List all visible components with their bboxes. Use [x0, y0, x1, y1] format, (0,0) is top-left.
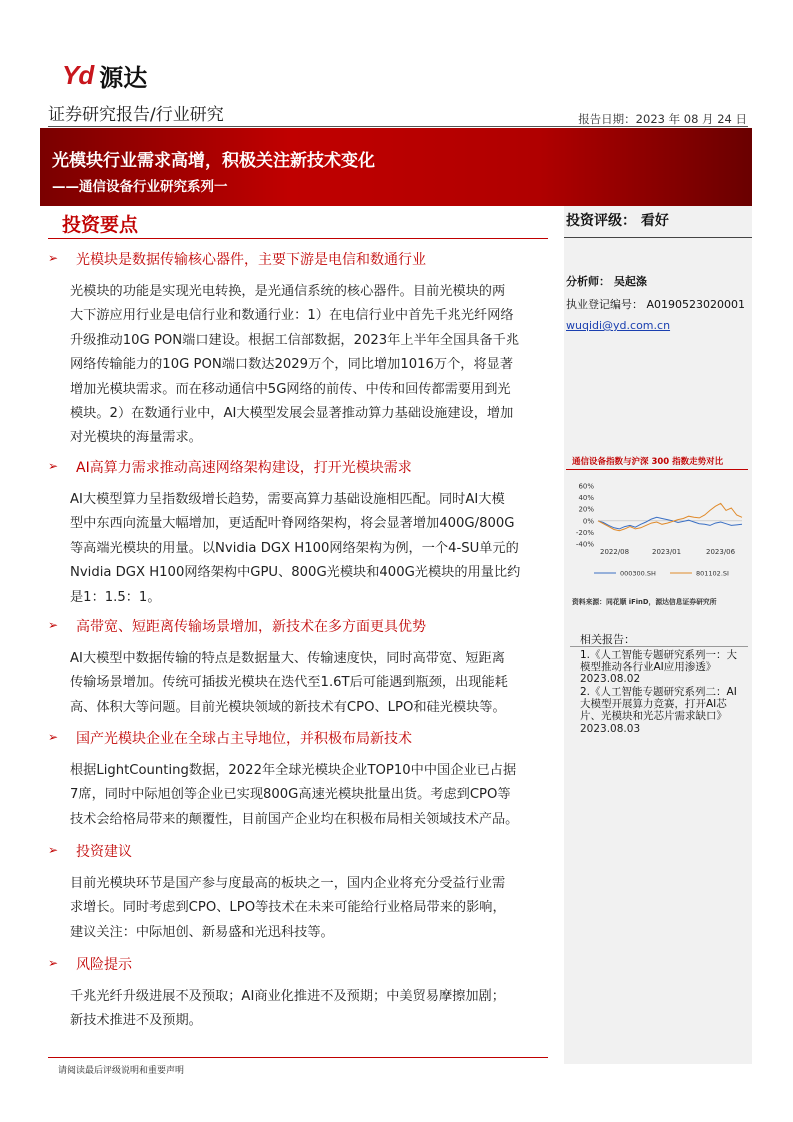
- legend-label: 000300.SH: [620, 569, 656, 578]
- paragraph-line: 千兆光纤升级进展不及预取；AI商业化推进不及预期；中美贸易摩擦加剧；: [70, 989, 505, 1004]
- section-paragraph: [70, 759, 542, 832]
- logo-name: 源达: [99, 64, 148, 92]
- paragraph-line: 新技术推进不及预期。: [70, 1013, 202, 1029]
- logo-mark: Yd: [62, 60, 94, 90]
- arrow-bullet-icon: ➢: [48, 956, 59, 970]
- paragraph-line: 型中东西向流量大幅增加，更适配叶脊网络架构，将会显著增加400G/800G: [70, 516, 515, 532]
- related-report-link[interactable]: [580, 686, 752, 735]
- paragraph-line: 建议关注：中际旭创、新易盛和光迅科技等。: [70, 924, 334, 940]
- y-tick-label: -40%: [575, 540, 594, 549]
- paragraph-line: 升级推动10G PON端口建设。根据工信部数据，2023年上半年全国具备千兆: [70, 332, 520, 348]
- section-heading: [48, 954, 132, 974]
- arrow-bullet-icon: ➢: [48, 730, 59, 744]
- section-heading: [48, 616, 426, 636]
- section-paragraph: [70, 488, 542, 610]
- paragraph-line: 技术会给格局带来的颠覆性，目前国产企业均在积极布局相关领域技术产品。: [70, 811, 519, 827]
- y-tick-label: 40%: [578, 494, 594, 503]
- y-tick-label: 20%: [578, 505, 594, 514]
- section-paragraph: [70, 985, 542, 1034]
- paragraph-line: AI大模型算力呈指数级增长趋势，需要高算力基础设施相匹配。同时AI大模: [70, 492, 505, 507]
- section-paragraph: [70, 647, 542, 720]
- footer-disclaimer: 请阅读最后评级说明和重要声明: [58, 1066, 185, 1076]
- x-tick-label: 2023/06: [706, 548, 736, 556]
- related-report-link[interactable]: [580, 649, 752, 686]
- related-reports-title: 相关报告：: [580, 633, 635, 646]
- paragraph-line: 根据LightCounting数据，2022年全球光模块企业TOP10中中国企业已占据: [70, 763, 517, 778]
- registration-number: 执业登记编号： A0190523020001: [566, 298, 746, 311]
- paragraph-line: 等高端光模块的用量。以Nvidia DGX H100网络架构为例，一个4-SU单元的: [70, 540, 519, 556]
- chart-title: 通信设备指数与沪深 300 指数走势对比: [572, 457, 724, 467]
- report-subtitle: ——通信设备行业研究系列一: [52, 179, 228, 195]
- paragraph-line: 是1：1.5：1。: [70, 589, 161, 605]
- related-report-title-line: 1.《人工智能专题研究系列一：大: [580, 649, 738, 661]
- related-report-title-line: 大模型开展算力竞赛，打开AI芯: [580, 698, 727, 711]
- related-report-title-line: 2.《人工智能专题研究系列二：AI: [580, 686, 737, 698]
- brand-logo: [62, 58, 147, 93]
- section-heading-text: 投资建议: [76, 844, 132, 860]
- section-heading: [48, 841, 132, 861]
- section-title: 投资要点: [62, 214, 139, 236]
- analyst-email-link[interactable]: wuqidi@yd.com.cn: [566, 319, 671, 332]
- y-tick-label: 60%: [578, 482, 594, 491]
- series-line-1: [598, 517, 742, 529]
- related-report-title-line: 片、光模块和光芯片需求缺口》: [580, 710, 727, 723]
- paragraph-line: 模块。2）在数通行业中，AI大模型发展会显著推动算力基础设施建设，增加: [70, 406, 514, 422]
- arrow-bullet-icon: ➢: [48, 251, 59, 265]
- paragraph-line: 大下游应用行业是电信行业和数通行业：1）在电信行业中首先千兆光纤网络: [70, 308, 514, 324]
- section-heading: [48, 728, 412, 748]
- related-reports-divider: [570, 646, 748, 647]
- paragraph-line: AI大模型中数据传输的特点是数据量大、传输速度快，同时高带宽、短距离: [70, 651, 505, 666]
- paragraph-line: 传输场景增加。传统可插拔光模块在迭代至1.6T后可能遇到瓶颈，出现能耗: [70, 675, 508, 691]
- paragraph-line: 求增长。同时考虑到CPO、LPO等技术在未来可能给行业格局带来的影响，: [70, 900, 506, 916]
- paragraph-line: 网络传输能力的10G PON端口数达2029万个，同比增加1016万个，将显著: [70, 357, 514, 373]
- x-tick-label: 2023/01: [652, 548, 682, 556]
- report-date: 报告日期：2023 年 08 月 24 日: [578, 112, 747, 126]
- paragraph-line: 目前光模块环节是国产参与度最高的板块之一，国内企业将充分受益行业需: [70, 876, 506, 891]
- y-tick-label: -20%: [575, 528, 594, 537]
- footer-divider: [48, 1057, 548, 1058]
- analyst-name: 分析师： 吴起涤: [566, 275, 647, 288]
- report-title: 光模块行业需求高增，积极关注新技术变化: [52, 151, 375, 171]
- rating-divider: [564, 237, 752, 238]
- section-heading: [48, 457, 412, 477]
- section-heading-text: 光模块是数据传输核心器件，主要下游是电信和数通行业: [76, 252, 426, 268]
- paragraph-line: Nvidia DGX H100网络架构中GPU、800G光模块和400G光模块的用量比约: [70, 565, 521, 581]
- x-tick-label: 2022/08: [600, 548, 630, 556]
- related-report-date: 2023.08.03: [580, 722, 641, 735]
- investment-rating: 投资评级： 看好: [566, 213, 669, 229]
- paragraph-line: 高、体积大等问题。目前光模块领域的新技术有CPO、LPO和硅光模块等。: [70, 699, 506, 715]
- index-comparison-chart: [566, 478, 750, 590]
- section-heading-text: 风险提示: [76, 957, 132, 973]
- paragraph-line: 光模块的功能是实现光电转换，是光通信系统的核心器件。目前光模块的两: [70, 284, 506, 299]
- chart-source: 资料来源：同花顺 iFinD，源达信息证券研究所: [572, 598, 717, 606]
- chart-title-divider: [566, 469, 748, 470]
- legend-label: 801102.SI: [696, 569, 729, 578]
- related-report-date: 2023.08.02: [580, 673, 641, 686]
- section-heading-text: AI高算力需求推动高速网络架构建设，打开光模块需求: [76, 460, 412, 476]
- section-heading-text: 高带宽、短距离传输场景增加，新技术在多方面更具优势: [76, 619, 426, 635]
- arrow-bullet-icon: ➢: [48, 843, 59, 857]
- arrow-bullet-icon: ➢: [48, 618, 59, 632]
- paragraph-line: 增加光模块需求。而在移动通信中5G网络的前传、中传和回传都需要用到光: [70, 381, 511, 397]
- arrow-bullet-icon: ➢: [48, 459, 59, 473]
- section-heading: [48, 249, 426, 269]
- y-tick-label: 0%: [582, 517, 594, 526]
- document-type: 证券研究报告/行业研究: [48, 105, 224, 125]
- header-divider: [48, 126, 748, 127]
- section-heading-text: 国产光模块企业在全球占主导地位，并积极布局新技术: [76, 731, 412, 747]
- section-paragraph: [70, 280, 542, 451]
- section-divider: [48, 238, 548, 239]
- paragraph-line: 对光模块的海量需求。: [70, 430, 202, 446]
- related-report-title-line: 模型推动各行业AI应用渗透》: [580, 661, 717, 674]
- paragraph-line: 7席，同时中际旭创等企业已实现800G高速光模块批量出货。考虑到CPO等: [70, 787, 511, 803]
- series-line-2: [598, 503, 742, 530]
- section-paragraph: [70, 872, 542, 945]
